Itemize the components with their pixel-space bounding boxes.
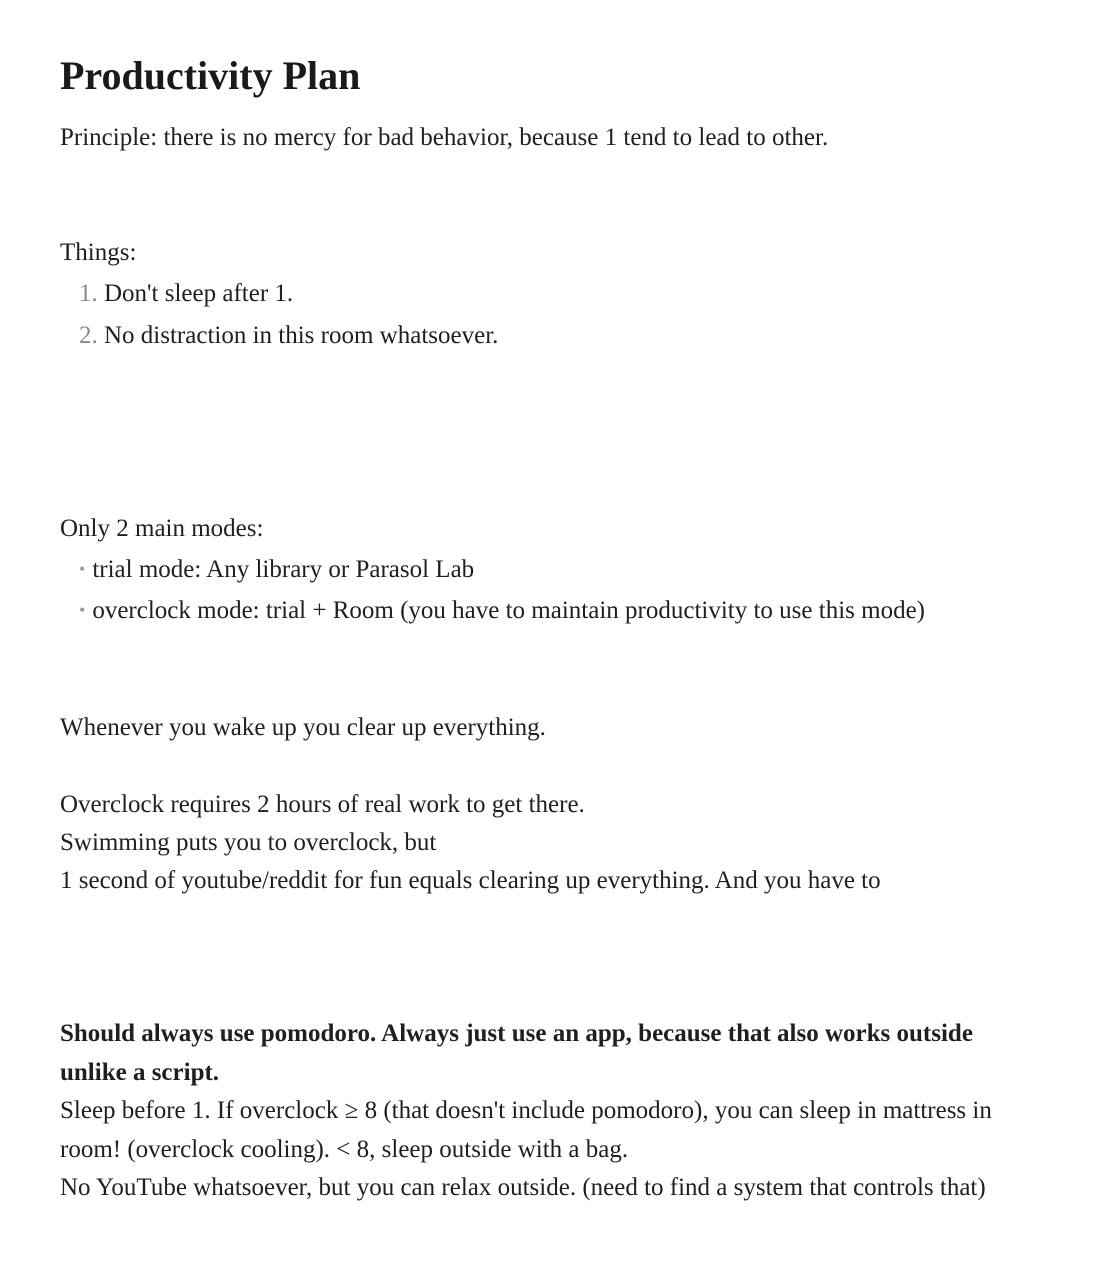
list-number: 1.	[79, 280, 98, 307]
things-heading: Things:	[60, 239, 137, 266]
youtube-rule-text: No YouTube whatsoever, but you can relax outside. (need to find a system that controls that)	[60, 1174, 986, 1201]
sleep-rule-text: Sleep before 1. If overclock ≥ 8 (that doesn't include pomodoro), you can sleep in mattress in room! (overclock cooling). < 8, sleep outside with a bag.	[60, 1097, 992, 1163]
pomodoro-rule-bold: Should always use pomodoro. Always just use an app, because that also works outside unlike a script.	[60, 1020, 973, 1086]
list-item-text: trial mode: Any library or Parasol Lab	[92, 556, 475, 583]
principle-text: Principle: there is no mercy for bad behavior, because 1 tend to lead to other.	[60, 124, 829, 151]
bullet-list-item	[79, 592, 925, 631]
bullet-list-item	[79, 551, 474, 590]
overclock-line: 1 second of youtube/reddit for fun equals clearing up everything. And you have to	[60, 867, 881, 894]
overclock-line: Swimming puts you to overclock, but	[60, 829, 437, 856]
bullet-icon: •	[79, 559, 86, 579]
list-number: 2.	[79, 322, 98, 349]
overclock-line: Overclock requires 2 hours of real work to get there.	[60, 791, 585, 818]
modes-heading: Only 2 main modes:	[60, 515, 264, 542]
wake-rule-text: Whenever you wake up you clear up everything.	[60, 714, 546, 741]
numbered-list-item	[79, 317, 498, 355]
list-item-text: No distraction in this room whatsoever.	[104, 322, 499, 349]
list-item-text: Don't sleep after 1.	[104, 280, 294, 307]
bullet-icon: •	[79, 600, 86, 620]
numbered-list-item	[79, 275, 293, 313]
list-item-text: overclock mode: trial + Room (you have to maintain productivity to use this mode)	[92, 597, 925, 624]
page-title: Productivity Plan	[60, 53, 361, 98]
